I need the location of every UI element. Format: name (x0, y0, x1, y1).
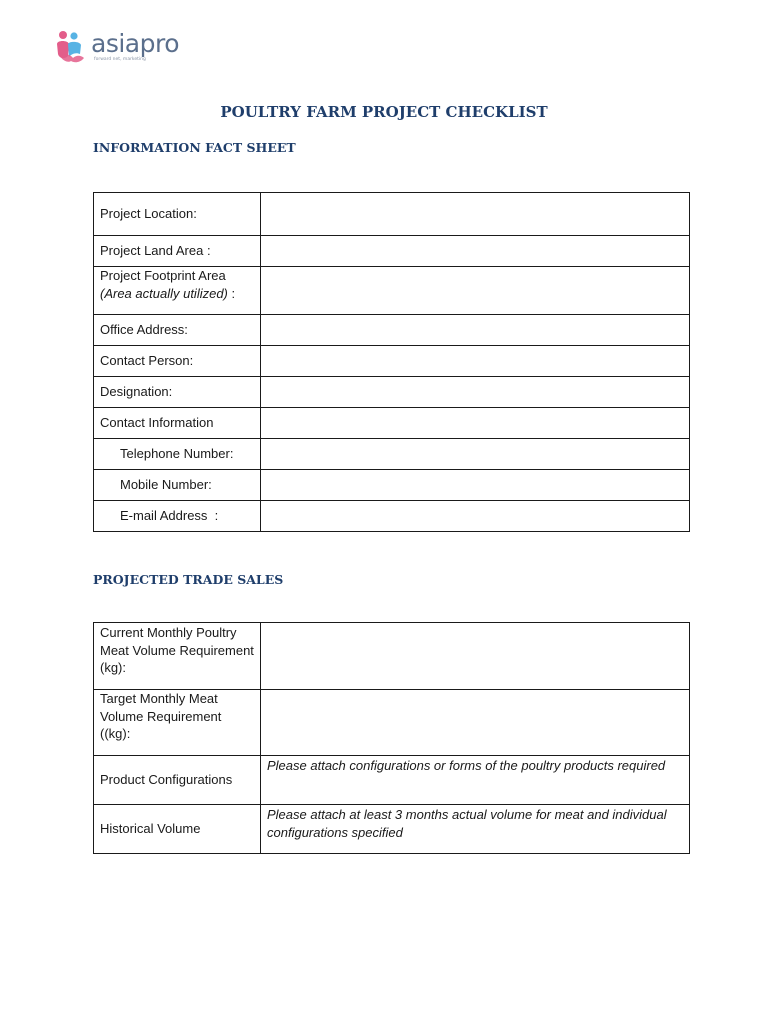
row-label-email-address: E-mail Address : (94, 501, 261, 532)
table-row (94, 501, 690, 532)
logo-wordmark: asiapro (91, 29, 180, 58)
table-row (94, 193, 690, 236)
row-label-project-location: Project Location: (94, 193, 261, 236)
row-label-historical-volume: Historical Volume (94, 805, 261, 854)
table-row (94, 315, 690, 346)
table-row (94, 267, 690, 315)
company-logo (54, 30, 194, 66)
table-row (94, 346, 690, 377)
product-configurations-note[interactable]: Please attach configurations or forms of the poultry products required (261, 756, 690, 805)
row-label-contact-information: Contact Information (94, 408, 261, 439)
target-monthly-volume-field[interactable] (261, 690, 690, 756)
table-row (94, 439, 690, 470)
row-label-mobile-number: Mobile Number: (94, 470, 261, 501)
mobile-number-field[interactable] (261, 470, 690, 501)
historical-volume-note[interactable]: Please attach at least 3 months actual volume for meat and individual configurations specified (261, 805, 690, 854)
row-label-contact-person: Contact Person: (94, 346, 261, 377)
row-label-project-footprint-area (94, 267, 261, 315)
section-heading-information-fact-sheet: INFORMATION FACT SHEET (93, 140, 296, 155)
table-row (94, 623, 690, 690)
project-location-field[interactable] (261, 193, 690, 236)
row-label-product-configurations: Product Configurations (94, 756, 261, 805)
telephone-number-field[interactable] (261, 439, 690, 470)
logo-tagline: forward net, marketing (94, 57, 146, 62)
project-land-area-field[interactable] (261, 236, 690, 267)
designation-field[interactable] (261, 377, 690, 408)
document-title: POULTRY FARM PROJECT CHECKLIST (220, 103, 548, 121)
projected-trade-sales-table (93, 622, 690, 854)
table-row (94, 377, 690, 408)
footprint-label: Project Footprint Area (100, 268, 226, 283)
row-label-current-monthly-volume: Current Monthly Poultry Meat Volume Requirement (kg): (94, 623, 261, 690)
footprint-sublabel: (Area actually utilized) (100, 285, 228, 301)
section-heading-projected-trade-sales: PROJECTED TRADE SALES (93, 572, 284, 587)
email-address-field[interactable] (261, 501, 690, 532)
current-monthly-volume-field[interactable] (261, 623, 690, 690)
table-row (94, 408, 690, 439)
footprint-suffix: : (227, 285, 236, 301)
row-label-target-monthly-volume: Target Monthly Meat Volume Requirement ((kg): (94, 690, 261, 756)
information-fact-sheet-table (93, 192, 690, 532)
asiapro-logo-icon (54, 30, 88, 64)
contact-person-field[interactable] (261, 346, 690, 377)
row-label-project-land-area: Project Land Area : (94, 236, 261, 267)
table-row (94, 470, 690, 501)
table-row (94, 690, 690, 756)
table-row (94, 805, 690, 854)
project-footprint-area-field[interactable] (261, 267, 690, 315)
table-row (94, 236, 690, 267)
row-label-office-address: Office Address: (94, 315, 261, 346)
office-address-field[interactable] (261, 315, 690, 346)
row-label-designation: Designation: (94, 377, 261, 408)
row-label-telephone-number: Telephone Number: (94, 439, 261, 470)
contact-information-field[interactable] (261, 408, 690, 439)
table-row (94, 756, 690, 805)
